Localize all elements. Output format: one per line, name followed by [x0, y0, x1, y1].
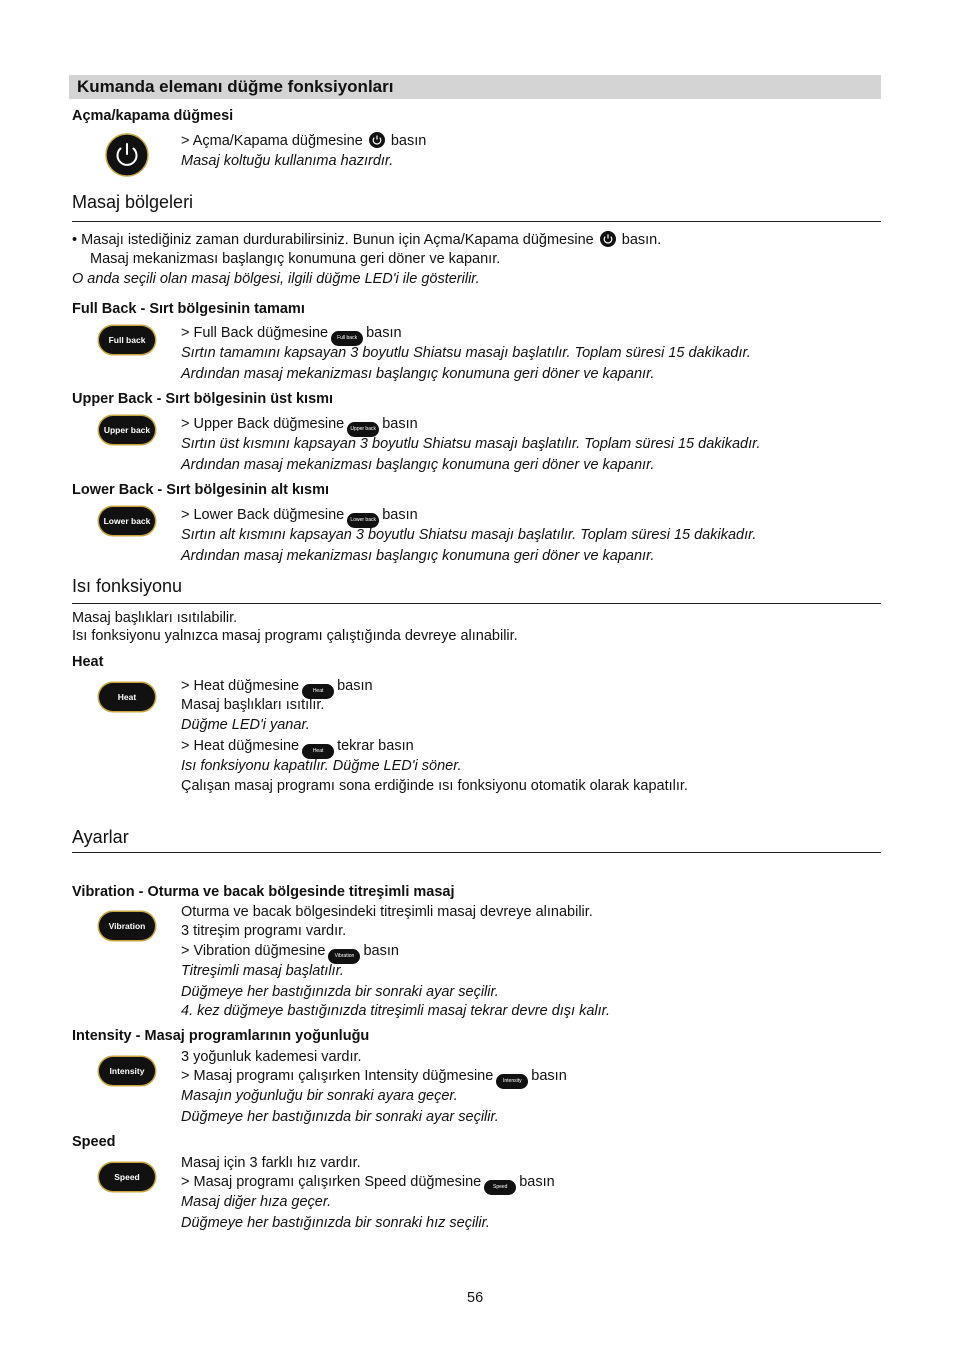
heat-title: Isı fonksiyonu: [72, 576, 183, 596]
fullback-step: > Full Back düğmesine Full back basın: [181, 323, 402, 346]
intensity-mini-icon: Intensity: [496, 1074, 528, 1089]
heat-step1: > Heat düğmesine Heat basın: [181, 676, 373, 699]
upper-back-button[interactable]: Upper back: [99, 416, 155, 444]
page-number: 56: [467, 1290, 484, 1306]
fullback-heading: Full Back - Sırt bölgesinin tamamı: [72, 301, 305, 317]
lower-back-mini-icon: Lower back: [347, 513, 379, 528]
zones-bullet: • Masajı istediğiniz zaman durdurabilirsiniz. Bunun için Açma/Kapama düğmesine basın.: [72, 232, 662, 248]
fullback-line2: Ardından masaj mekanizması başlangıç konumuna geri döner ve kapanır.: [181, 366, 655, 382]
heat-mini-icon: Heat: [302, 684, 334, 699]
upperback-step: > Upper Back düğmesine Upper back basın: [181, 414, 418, 437]
settings-rule: [72, 852, 881, 853]
upperback-line1: Sırtın üst kısmını kapsayan 3 boyutlu Shiatsu masajı başlatılır. Toplam süresi 15 dakikadır.: [181, 436, 761, 452]
vibration-button[interactable]: Vibration: [99, 912, 155, 940]
settings-title: Ayarlar: [72, 827, 129, 847]
upper-back-mini-icon: Upper back: [347, 422, 379, 437]
vibration-step: > Vibration düğmesine Vibration basın: [181, 941, 399, 964]
onoff-result: Masaj koltuğu kullanıma hazırdır.: [181, 153, 394, 169]
vibration-mini-icon: Vibration: [328, 949, 360, 964]
zones-note: O anda seçili olan masaj bölgesi, ilgili düğme LED'i ile gösterilir.: [72, 271, 480, 287]
heat-step2: > Heat düğmesine Heat tekrar basın: [181, 736, 414, 759]
fullback-line1: Sırtın tamamını kapsayan 3 boyutlu Shiatsu masajı başlatılır. Toplam süresi 15 dakikadır.: [181, 345, 751, 361]
vibration-line5: 4. kez düğmeye bastığınızda titreşimli masaj tekrar devre dışı kalır.: [181, 1003, 610, 1019]
heat-mini-icon: Heat: [302, 744, 334, 759]
vibration-line3: Titreşimli masaj başlatılır.: [181, 963, 344, 979]
vibration-line1: Oturma ve bacak bölgesindeki titreşimli masaj devreye alınabilir.: [181, 904, 593, 920]
banner-title: Kumanda elemanı düğme fonksiyonları: [77, 77, 394, 96]
speed-button[interactable]: Speed: [99, 1163, 155, 1191]
heat-rule: [72, 603, 881, 604]
heat-intro2: Isı fonksiyonu yalnızca masaj programı çalıştığında devreye alınabilir.: [72, 628, 518, 644]
heat-line4: Çalışan masaj programı sona erdiğinde ısı fonksiyonu otomatik olarak kapatılır.: [181, 778, 688, 794]
intensity-line3: Düğmeye her bastığınızda bir sonraki ayar seçilir.: [181, 1109, 499, 1125]
power-button-icon: [105, 133, 149, 177]
upperback-heading: Upper Back - Sırt bölgesinin üst kısmı: [72, 391, 334, 407]
intensity-button[interactable]: Intensity: [99, 1057, 155, 1085]
lowerback-line2: Ardından masaj mekanizması başlangıç konumuna geri döner ve kapanır.: [181, 548, 655, 564]
speed-line2: Masaj diğer hıza geçer.: [181, 1194, 332, 1210]
upperback-line2: Ardından masaj mekanizması başlangıç konumuna geri döner ve kapanır.: [181, 457, 655, 473]
heat-button[interactable]: Heat: [99, 683, 155, 711]
lowerback-heading: Lower Back - Sırt bölgesinin alt kısmı: [72, 482, 330, 498]
vibration-heading: Vibration - Oturma ve bacak bölgesinde titreşimli masaj: [72, 884, 455, 900]
power-icon: [369, 132, 385, 148]
lower-back-button[interactable]: Lower back: [99, 507, 155, 535]
speed-mini-icon: Speed: [484, 1180, 516, 1195]
heat-heading: Heat: [72, 654, 104, 670]
lowerback-line1: Sırtın alt kısmını kapsayan 3 boyutlu Shiatsu masajı başlatılır. Toplam süresi 15 dakikadır.: [181, 527, 757, 543]
speed-line1: Masaj için 3 farklı hız vardır.: [181, 1155, 361, 1171]
speed-step: > Masaj programı çalışırken Speed düğmesine Speed basın: [181, 1172, 555, 1195]
zones-title: Masaj bölgeleri: [72, 192, 194, 212]
full-back-button[interactable]: Full back: [99, 326, 155, 354]
zones-rule: [72, 221, 881, 222]
heat-line3: Isı fonksiyonu kapatılır. Düğme LED'i söner.: [181, 758, 462, 774]
intensity-heading: Intensity - Masaj programlarının yoğunluğu: [72, 1028, 370, 1044]
full-back-mini-icon: Full back: [331, 331, 363, 346]
heat-line2: Düğme LED'i yanar.: [181, 717, 310, 733]
vibration-line4: Düğmeye her bastığınızda bir sonraki ayar seçilir.: [181, 984, 499, 1000]
intensity-line1: 3 yoğunluk kademesi vardır.: [181, 1049, 362, 1065]
onoff-step: > Açma/Kapama düğmesine basın: [181, 133, 427, 149]
section-banner: [69, 75, 881, 99]
power-icon: [600, 231, 616, 247]
speed-heading: Speed: [72, 1134, 116, 1150]
heat-line1: Masaj başlıkları ısıtılır.: [181, 697, 325, 713]
heat-intro1: Masaj başlıkları ısıtılabilir.: [72, 610, 238, 626]
zones-bullet-line2: Masaj mekanizması başlangıç konumuna geri döner ve kapanır.: [90, 251, 501, 267]
vibration-line2: 3 titreşim programı vardır.: [181, 923, 347, 939]
lowerback-step: > Lower Back düğmesine Lower back basın: [181, 505, 418, 528]
onoff-heading: Açma/kapama düğmesi: [72, 108, 234, 124]
intensity-step: > Masaj programı çalışırken Intensity düğmesine Intensity basın: [181, 1066, 567, 1089]
speed-line3: Düğmeye her bastığınızda bir sonraki hız seçilir.: [181, 1215, 490, 1231]
intensity-line2: Masajın yoğunluğu bir sonraki ayara geçer.: [181, 1088, 458, 1104]
